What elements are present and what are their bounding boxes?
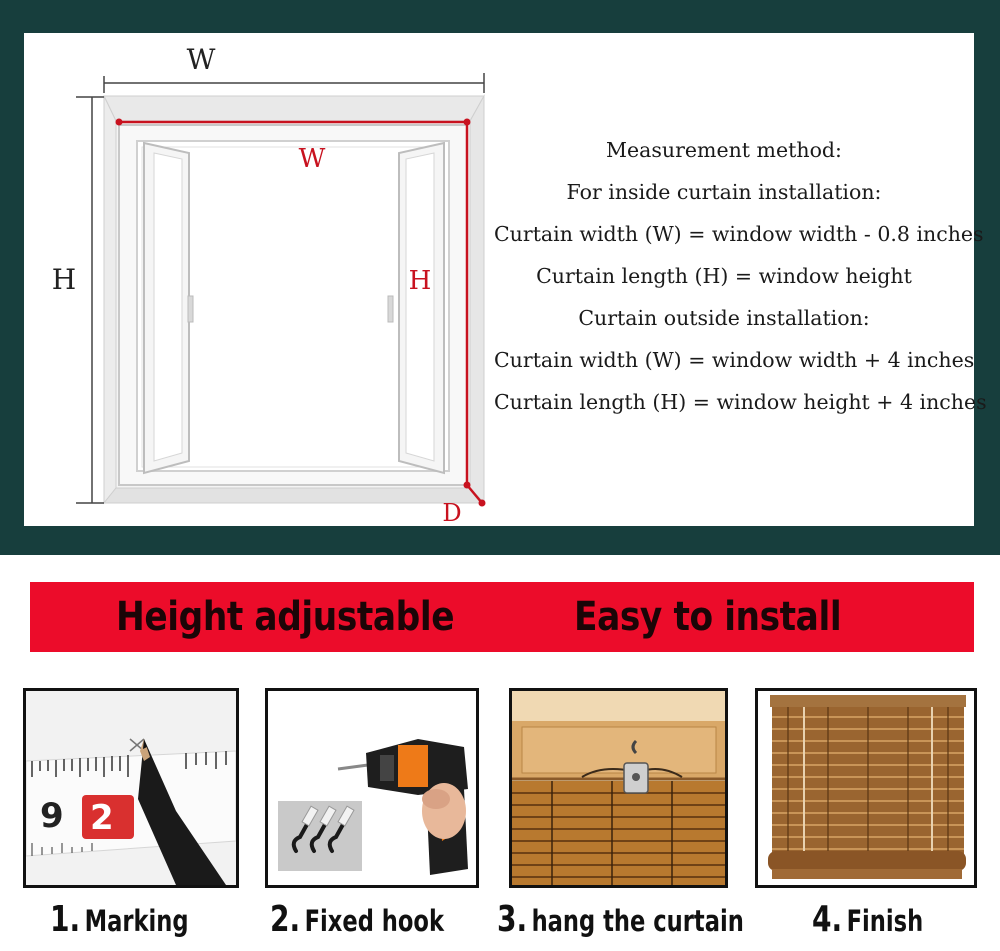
feature-banner xyxy=(30,582,974,652)
measurement-card xyxy=(24,33,987,526)
instruction-inside-width: Curtain width (W) = window width - 0.8 inches xyxy=(494,222,984,246)
instruction-outside-title: Curtain outside installation: xyxy=(578,306,870,330)
inner-height-label: H xyxy=(408,266,432,296)
step-4-image xyxy=(755,688,977,888)
step-1-caption xyxy=(50,895,189,945)
instruction-inside-length: Curtain length (H) = window height xyxy=(536,264,912,288)
step-1-image xyxy=(23,688,239,888)
banner-easy-install: Easy to install xyxy=(574,594,842,640)
tape-digit: 9 xyxy=(40,796,64,836)
instruction-inside-title: For inside curtain installation: xyxy=(566,180,882,204)
banner-height-adjustable: Height adjustable xyxy=(116,594,455,640)
step-2-caption xyxy=(270,895,444,945)
step-3-label: hang the curtain xyxy=(531,904,744,938)
instruction-outside-width: Curtain width (W) = window width + 4 inches xyxy=(494,348,975,372)
measurement-instructions xyxy=(494,129,987,423)
step-1-label: Marking xyxy=(84,904,189,938)
outer-width-label: W xyxy=(186,43,216,76)
step-1-number: 1. xyxy=(50,899,81,940)
pencil-tape-measure-icon xyxy=(26,691,236,885)
depth-label: D xyxy=(442,499,462,526)
step-3-caption xyxy=(497,895,744,945)
outer-height-label: H xyxy=(51,263,77,296)
instruction-outside-length: Curtain length (H) = window height + 4 inches xyxy=(494,390,987,414)
step-4-number: 4. xyxy=(812,899,843,940)
step-4-caption xyxy=(812,895,923,945)
step-3-number: 3. xyxy=(497,899,528,940)
step-3-image xyxy=(509,688,728,888)
instruction-heading: Measurement method: xyxy=(606,138,842,162)
step-2-image xyxy=(265,688,479,888)
curtain-hook-closeup-icon xyxy=(512,691,725,885)
step-2-label: Fixed hook xyxy=(304,904,445,938)
step-4-label: Finish xyxy=(846,904,924,938)
inner-width-label: W xyxy=(298,144,326,174)
step-2-number: 2. xyxy=(270,899,301,940)
tape-badge-digit: 2 xyxy=(90,798,114,838)
bamboo-curtain-icon xyxy=(758,691,974,885)
drill-and-hooks-icon xyxy=(268,691,476,885)
